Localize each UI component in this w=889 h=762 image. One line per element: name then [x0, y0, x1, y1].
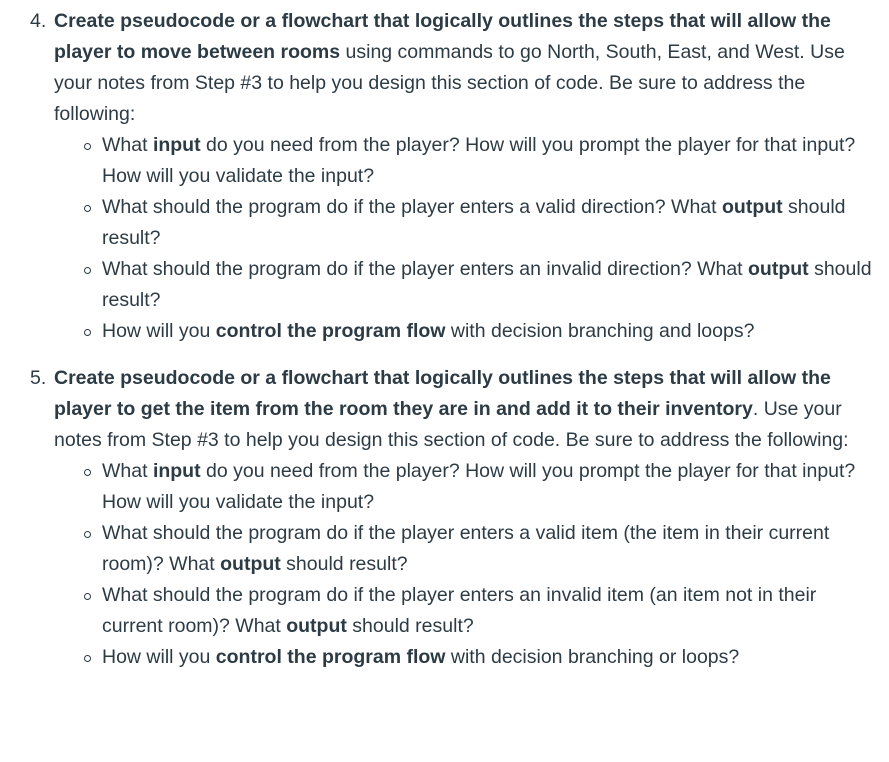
step-number: 5.	[30, 367, 47, 389]
step-bold-intro: Create pseudocode or a flowchart that logically outlines the steps that will allow the player to move between rooms	[54, 10, 831, 63]
step-4	[0, 6, 889, 347]
circle-bullet-icon	[84, 329, 91, 336]
step-number: 4.	[30, 10, 47, 32]
question-item: How will you control the program flow with decision branching and loops?	[54, 316, 875, 347]
circle-bullet-icon	[84, 593, 91, 600]
circle-bullet-icon	[84, 143, 91, 150]
circle-bullet-icon	[84, 531, 91, 538]
circle-bullet-icon	[84, 655, 91, 662]
question-item: How will you control the program flow with decision branching or loops?	[54, 642, 875, 673]
question-item: What should the program do if the player enters an invalid direction? What output should result?	[54, 254, 875, 316]
step-bold-intro: Create pseudocode or a flowchart that logically outlines the steps that will allow the player to get the item from the room they are in and add it to their inventory	[54, 367, 831, 420]
question-item: What should the program do if the player enters an invalid item (an item not in their current room)? What output should result?	[54, 580, 875, 642]
step-text: using commands to go North, South, East, and West. Use your notes from Step #3 to help you design this section of code. Be sure to address the following:	[54, 41, 845, 125]
step-5	[0, 363, 889, 673]
question-list	[54, 130, 875, 347]
question-item: What input do you need from the player? How will you prompt the player for that input? How will you validate the input?	[54, 130, 875, 192]
step-text: . Use your notes from Step #3 to help you design this section of code. Be sure to address the following:	[54, 398, 849, 451]
circle-bullet-icon	[84, 469, 91, 476]
question-item: What input do you need from the player? How will you prompt the player for that input? How will you validate the input?	[54, 456, 875, 518]
circle-bullet-icon	[84, 267, 91, 274]
question-item: What should the program do if the player enters a valid item (the item in their current room)? What output should result?	[54, 518, 875, 580]
steps-list	[0, 6, 889, 673]
circle-bullet-icon	[84, 205, 91, 212]
question-item: What should the program do if the player enters a valid direction? What output should result?	[54, 192, 875, 254]
question-list	[54, 456, 875, 673]
